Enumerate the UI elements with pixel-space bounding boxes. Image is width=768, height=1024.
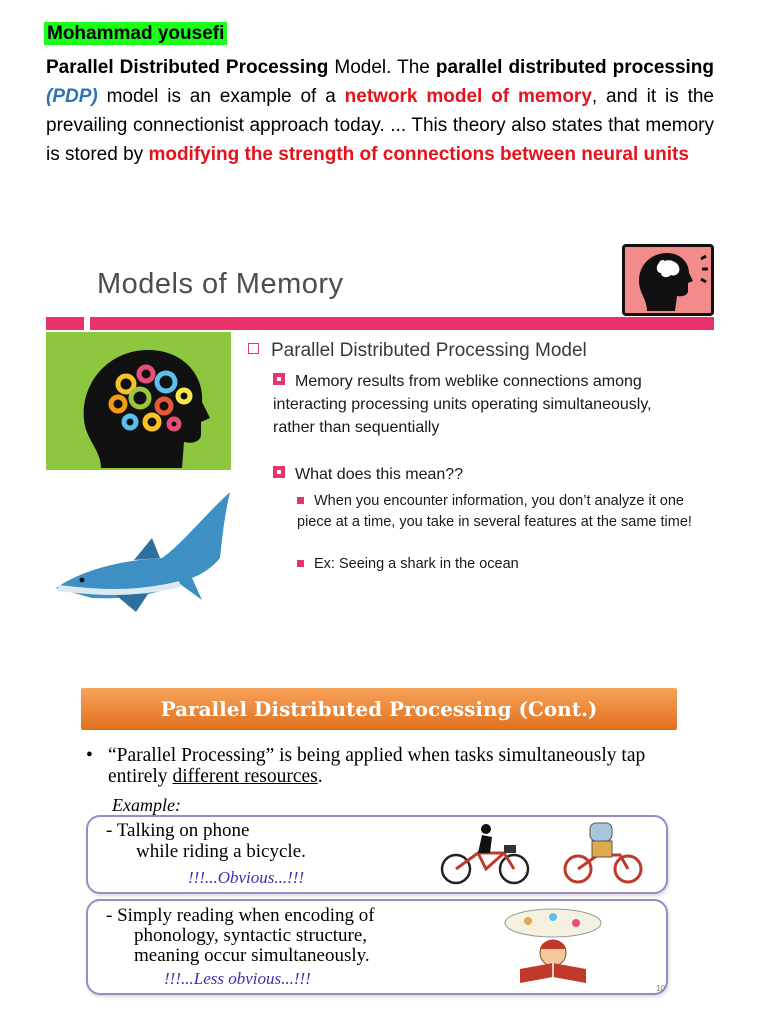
square-bullet-icon [297, 560, 304, 567]
slide-heading-text: Parallel Distributed Processing Model [271, 340, 587, 361]
reading-child-image [498, 907, 608, 992]
slide-subbullet-text: Ex: Seeing a shark in the ocean [314, 556, 519, 572]
intro-text: model is an example of a [97, 86, 345, 107]
intro-text: Model. The [328, 57, 436, 78]
slide-subbullet [297, 491, 697, 533]
square-bullet-icon [248, 343, 259, 354]
bullet-dot: • [86, 745, 93, 766]
head-silhouette-icon [622, 244, 714, 316]
slide-heading [248, 340, 587, 362]
example-label: Example: [112, 795, 181, 815]
example-text: while riding a bicycle. [136, 841, 306, 862]
intro-paragraph [46, 53, 714, 169]
example-text: phonology, syntactic structure, [134, 925, 368, 946]
bullet-text-pre: “Parallel Processing” is being applied when tasks simultaneously tap entirely [108, 745, 646, 787]
slide-subbullet [297, 556, 519, 572]
slide-bullet [273, 370, 693, 439]
square-bullet-icon [297, 497, 304, 504]
slide-subbullet-text: When you encounter information, you don’t analyze it one piece at a time, you take in several features at the same time! [297, 493, 692, 530]
bullet-text-post: . [317, 766, 323, 787]
intro-highlight: modifying the strength of connections between neural units [148, 144, 689, 165]
slide-bullet-text: Memory results from weblike connections among interacting processing units operating simultaneously, rather than sequentially [273, 373, 652, 436]
slide-bullet-text: What does this mean?? [295, 466, 464, 483]
intro-term: Parallel Distributed Processing [46, 57, 329, 78]
slide-title: Models of Memory [97, 268, 344, 300]
intro-highlight: network model of memory [344, 86, 592, 107]
divider-bar [46, 317, 84, 330]
example-text: - Simply reading when encoding of [106, 905, 375, 926]
slide2-bullet-text [108, 745, 688, 787]
example-footnote: !!!...Less obvious...!!! [164, 969, 311, 988]
shark-image [52, 488, 242, 618]
example-footnote: !!!...Obvious...!!! [188, 868, 305, 887]
example-text: - Talking on phone [106, 820, 250, 841]
square-bullet-icon [273, 373, 285, 385]
example-box-2 [86, 899, 668, 995]
intro-term-lower: parallel distributed processing [435, 57, 715, 78]
slide2-title: Parallel Distributed Processing (Cont.) [160, 697, 598, 721]
page-number: 10 [656, 984, 665, 993]
square-bullet-icon [273, 466, 285, 478]
bullet-text-underlined: different resources [172, 766, 318, 787]
author-name: Mohammad yousefi [44, 22, 227, 45]
cyclist-phone-image [438, 823, 533, 890]
robot-bicycle-image [562, 821, 647, 890]
example-text: meaning occur simultaneously. [134, 945, 370, 966]
divider-bar [90, 317, 714, 330]
intro-acronym: (PDP) [46, 86, 98, 107]
slide-bullet [273, 466, 463, 484]
example-box-1 [86, 815, 668, 894]
intro-text: , and it is the prevailing connectionist approach today. ... This theory also states that memory is stored by [46, 86, 714, 165]
gear-head-image [46, 332, 231, 470]
